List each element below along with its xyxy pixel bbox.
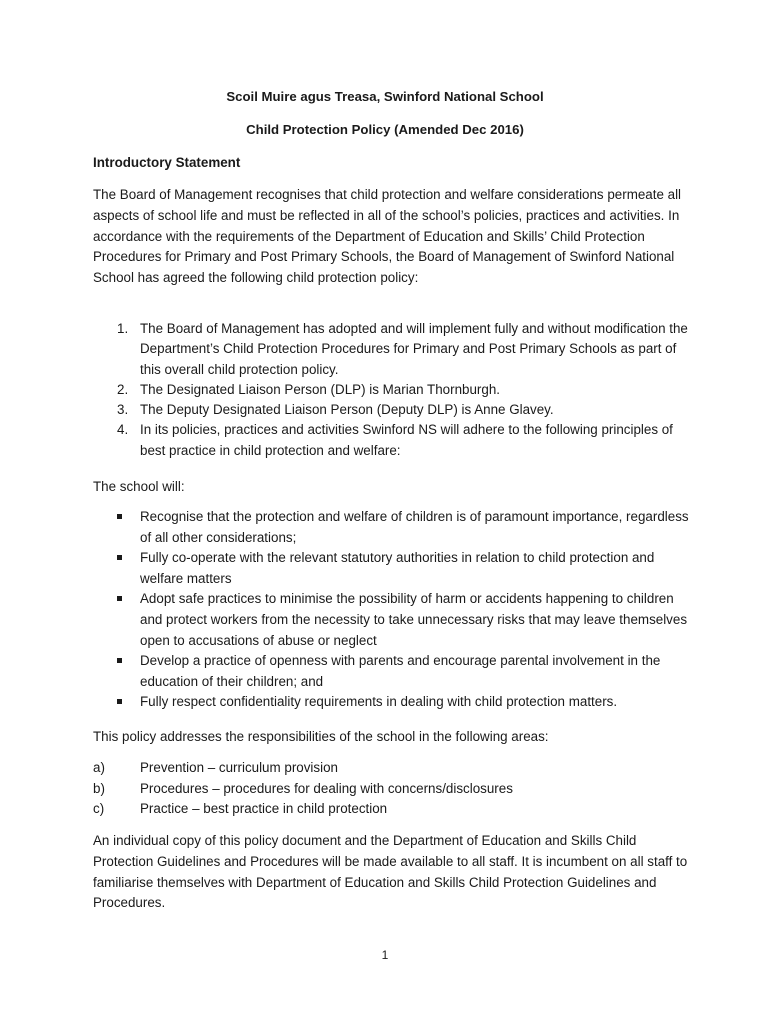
policy-title: Child Protection Policy (Amended Dec 2016) <box>246 122 524 137</box>
list-marker: 2. <box>117 381 129 397</box>
square-bullet-icon <box>117 658 122 663</box>
list-item-text: In its policies, practices and activities Swinford NS will adhere to the following principles of best practice in child protection and welfare: <box>140 422 673 458</box>
bullet-list <box>93 507 693 713</box>
intro-paragraph: The Board of Management recognises that child protection and welfare considerations permeate all aspects of school life and must be reflected in all of the school’s policies, practices and activities. In accordance with the requirements of the Department of Education and Skills’ Child Protection Procedures for Primary and Post Primary Schools, the Board of Management of Swinford National School has agreed the following child protection policy: <box>93 187 682 286</box>
list-marker: 3. <box>117 402 129 418</box>
list-item <box>93 507 693 548</box>
closing-paragraph: An individual copy of this policy document and the Department of Education and Skills Child Protection Guidelines and Procedures will be made available to all staff. It is incumbent on all staff to familiarise themselves with Department of Education and Skills Child Protection Guidelines and Procedures. <box>93 833 688 911</box>
list-item <box>93 799 693 820</box>
list-marker: c) <box>93 801 105 817</box>
page-number: 1 <box>381 948 389 962</box>
list-item <box>93 380 693 400</box>
areas-intro: This policy addresses the responsibilities of the school in the following areas: <box>93 729 549 744</box>
square-bullet-icon <box>117 596 122 601</box>
square-bullet-icon <box>117 555 122 560</box>
list-marker: 4. <box>117 422 129 438</box>
list-item-text: Recognise that the protection and welfare of children is of paramount importance, regardless of all other considerations; <box>140 509 689 545</box>
intro-heading: Introductory Statement <box>93 155 241 170</box>
list-item-text: The Deputy Designated Liaison Person (Deputy DLP) is Anne Glavey. <box>140 402 554 418</box>
list-item-text: Prevention – curriculum provision <box>140 760 338 775</box>
list-item-text: Fully respect confidentiality requirements in dealing with child protection matters. <box>140 694 618 710</box>
list-item <box>93 420 693 461</box>
list-marker: 1. <box>117 321 129 336</box>
alpha-list <box>93 758 693 820</box>
list-item <box>93 779 693 800</box>
list-item <box>93 319 693 380</box>
list-item <box>93 589 693 651</box>
numbered-list <box>93 319 693 461</box>
list-item <box>93 692 693 713</box>
list-item-text: Fully co-operate with the relevant statutory authorities in relation to child protection and welfare matters <box>140 550 655 586</box>
list-item-text: Develop a practice of openness with parents and encourage parental involvement in the education of their children; and <box>140 653 661 689</box>
list-item-text: Practice – best practice in child protection <box>140 801 388 817</box>
list-item <box>93 651 693 692</box>
list-item <box>93 548 693 589</box>
list-marker: b) <box>93 780 105 796</box>
list-item-text: Adopt safe practices to minimise the possibility of harm or accidents happening to children and protect workers from the necessity to take unnecessary risks that may leave themselves open to accusations of abuse or neglect <box>140 591 688 648</box>
list-item <box>93 758 693 779</box>
list-item-text: The Board of Management has adopted and will implement fully and without modification the Department’s Child Protection Procedures for Primary and Post Primary Schools as part of this overall child protection policy. <box>140 321 688 377</box>
square-bullet-icon <box>117 514 122 519</box>
list-item-text: Procedures – procedures for dealing with concerns/disclosures <box>140 780 513 796</box>
list-marker: a) <box>93 760 105 775</box>
school-will-label: The school will: <box>93 479 185 494</box>
list-item-text: The Designated Liaison Person (DLP) is Marian Thornburgh. <box>140 381 500 397</box>
square-bullet-icon <box>117 699 122 704</box>
school-title: Scoil Muire agus Treasa, Swinford National School <box>226 89 544 104</box>
list-item <box>93 400 693 420</box>
